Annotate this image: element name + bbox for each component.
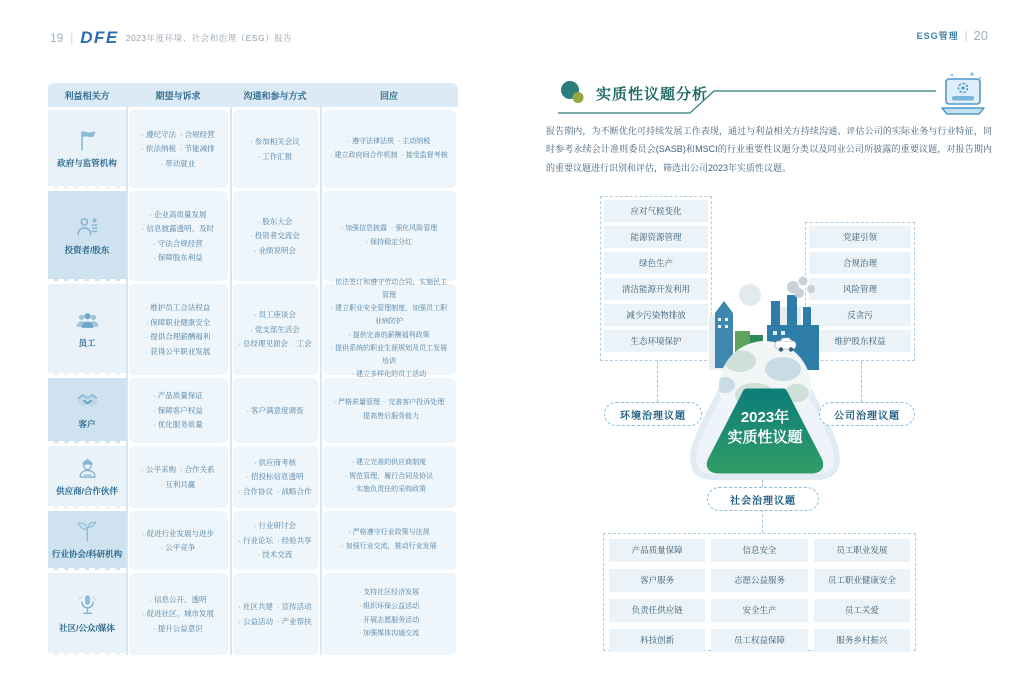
stakeholder-cell	[48, 573, 126, 655]
bullet-item: · 宣传活动	[277, 600, 312, 614]
header-divider-left: |	[70, 32, 74, 44]
flask-label-year: 2023年	[740, 409, 790, 426]
handshake-icon	[75, 389, 100, 414]
bullet-item: · 支持社区经济发展	[359, 587, 419, 600]
bullet-item: · 加强媒体沟通交流	[359, 628, 419, 641]
bullet-item: · 节能减排	[180, 142, 215, 156]
bullet-item: · 提供系统的职业生涯规划及员工发展培训	[328, 343, 451, 368]
issue-item: 维护股东权益	[809, 330, 911, 352]
bullet-item: · 优化服务质量	[153, 418, 203, 432]
flask-label-topic: 实质性议题	[727, 429, 803, 446]
bullet-item: · 接受监督考核	[402, 150, 448, 163]
header-right	[917, 28, 988, 43]
materiality-paragraph: 报告期内，为不断优化可持续发展工作表现，通过与利益相关方持续沟通、评估公司的实际业务与行业特征，同时参考永续会计准则委员会(SASB)和MSCI的行业重要性议题分类以及同业公司所披露的重要议题，对报告期内的重要议题进行识别和评估，筛选出公司2023年实质性议题。	[546, 126, 992, 173]
table-row	[48, 279, 458, 379]
bullet-item: · 依法签订和遵守劳动合同，实施民主管理	[328, 277, 451, 302]
table-row	[48, 378, 458, 443]
table-header-row	[48, 83, 458, 107]
issue-item: 科技创新	[609, 629, 705, 652]
expectations-cell	[129, 511, 228, 570]
stakeholder-cell	[48, 284, 126, 375]
people-icon	[75, 308, 100, 333]
bullet-item: · 提高售后服务能力	[359, 411, 419, 424]
stakeholder-name: 政府与监管机构	[57, 157, 117, 168]
expectations-cell	[129, 284, 228, 375]
table-row	[48, 110, 458, 188]
bullet-item: · 业绩说明会	[254, 244, 296, 258]
section-title: 实质性议题分析	[596, 86, 709, 103]
header-left	[50, 28, 292, 48]
communication-cell	[233, 573, 318, 655]
response-cell	[323, 279, 456, 379]
bullet-item: · 提供完善的薪酬福利政策	[348, 330, 429, 343]
section-label: ESG管理	[916, 31, 959, 41]
bullet-item: · 遵纪守法	[141, 128, 176, 142]
bullet-item: · 保持稳定分红	[366, 237, 412, 250]
bullet-item: · 加强行业交流，推动行业发展	[341, 541, 436, 554]
issue-item: 生态环境保护	[604, 330, 708, 352]
pill-social-issues: 社会治理议题	[707, 487, 819, 511]
title-underline-swoosh	[556, 84, 940, 118]
response-cell	[323, 446, 456, 508]
bullet-item: · 行业研讨会	[254, 519, 296, 533]
communication-cell	[233, 446, 318, 508]
communication-cell	[233, 191, 318, 281]
issue-item: 能源资源管理	[604, 226, 708, 248]
social-issues-group	[603, 533, 916, 651]
table-row	[48, 511, 458, 570]
bullet-item: · 遵守法律法规	[348, 136, 394, 149]
bullet-item: · 信息公开、透明	[149, 593, 206, 607]
bullet-item: · 经验共享	[277, 534, 312, 548]
issue-item: 绿色生产	[604, 252, 708, 274]
bullet-item: · 严格质量管理	[334, 397, 380, 410]
table-row	[48, 446, 458, 508]
bullet-item: · 带动就业	[161, 157, 196, 171]
bullet-item: · 总经理见面会	[238, 337, 288, 351]
issue-item: 员工职业健康安全	[814, 569, 910, 592]
issue-item: 产品质量保障	[609, 539, 705, 562]
bullet-item: · 建立多样化的员工活动	[352, 369, 426, 382]
issue-item: 党建引领	[809, 226, 911, 248]
company-logo: DFE	[80, 28, 119, 47]
issue-item: 安全生产	[711, 599, 807, 622]
issue-item: 合规治理	[809, 252, 911, 274]
bullet-item: · 供应商考核	[254, 456, 296, 470]
issue-item: 风险管理	[809, 278, 911, 300]
issue-item: 负责任供应链	[609, 599, 705, 622]
bullet-item: · 保障客户权益	[153, 404, 203, 418]
bullet-item: · 公平竞争	[161, 541, 196, 555]
worker-icon	[75, 456, 100, 481]
bullet-item: · 合规经营	[180, 128, 215, 142]
bullet-item: · 工作汇报	[258, 150, 293, 164]
bullet-item: · 建立完善的供应商制度	[352, 457, 426, 470]
bullet-item: · 实施负责任的采购政策	[352, 484, 426, 497]
bullet-item: · 股东大会	[258, 215, 293, 229]
issue-item: 员工关爱	[814, 599, 910, 622]
issue-item: 员工权益保障	[711, 629, 807, 652]
bullet-item: · 信息披露透明、及时	[142, 222, 214, 236]
expectations-cell	[129, 573, 228, 655]
investor-icon	[75, 215, 100, 240]
bullet-item: · 强化风险管理	[391, 223, 437, 236]
bullet-item: · 企业高质量发展	[149, 208, 206, 222]
response-cell	[323, 378, 456, 443]
flag-icon	[75, 128, 100, 153]
issue-item: 志愿公益服务	[711, 569, 807, 592]
connector-line	[762, 509, 763, 533]
stakeholder-name: 员工	[78, 338, 96, 349]
issue-item: 反贪污	[809, 304, 911, 326]
bullet-item: · 投资者交流会	[250, 229, 300, 243]
page-number-right: 20	[973, 28, 988, 43]
issue-item: 服务乡村振兴	[814, 629, 910, 652]
response-cell	[323, 511, 456, 570]
column-header-communication: 沟通和参与方式	[243, 90, 307, 101]
bullet-item: · 行业论坛	[238, 534, 273, 548]
materiality-flask-illustration	[655, 265, 875, 485]
stakeholder-name: 供应商/合作伙伴	[56, 485, 118, 496]
bullet-item: · 工会	[292, 337, 312, 351]
bullet-item: · 提升公益意识	[153, 622, 203, 636]
communication-cell	[233, 511, 318, 570]
bullet-item: · 促进社区、城市发展	[142, 607, 214, 621]
bullet-item: · 合作协议	[238, 485, 273, 499]
bullet-item: · 互利共赢	[161, 478, 196, 492]
bullet-item: · 建立政府间合作机制	[330, 150, 397, 163]
column-header-expectations: 期望与诉求	[155, 90, 201, 101]
stakeholder-name: 社区/公众/媒体	[59, 622, 115, 633]
response-cell	[323, 573, 456, 655]
table-body	[48, 110, 458, 655]
bullet-item: · 加强信息披露	[341, 223, 387, 236]
stakeholder-name: 客户	[78, 419, 96, 430]
stakeholder-name: 行业协会/科研机构	[51, 549, 123, 560]
column-header-stakeholder: 利益相关方	[64, 90, 110, 101]
bullet-item: · 参加相关会议	[250, 135, 300, 149]
pill-corporate-issues: 公司治理议题	[819, 402, 915, 426]
response-cell	[323, 191, 456, 281]
bullet-item: · 获得公平职业发展	[146, 345, 211, 359]
document-title: 2023年度环境、社会和治理（ESG）报告	[125, 33, 293, 43]
bullet-item: · 规范管理，履行合同及协议	[345, 471, 433, 484]
communication-cell	[233, 110, 318, 188]
bullet-item: · 开展志愿服务活动	[359, 615, 419, 628]
issue-item: 清洁能源开发利用	[604, 278, 708, 300]
issue-item: 客户服务	[609, 569, 705, 592]
bullet-item: · 保障职业健康安全	[146, 316, 211, 330]
bullet-item: · 合作关系	[180, 463, 215, 477]
bullet-item: · 产业帮扶	[277, 615, 312, 629]
bullet-item: · 建立职业安全管理制度，加强员工职业病防护	[328, 303, 451, 328]
stakeholder-cell	[48, 110, 126, 188]
bullet-item: · 产品质量保证	[153, 389, 203, 403]
page-number-left: 19	[50, 31, 64, 45]
issue-item: 信息安全	[711, 539, 807, 562]
expectations-cell	[129, 110, 228, 188]
stakeholder-cell	[48, 378, 126, 443]
expectations-cell	[129, 191, 228, 281]
stakeholder-cell	[48, 191, 126, 281]
table-row	[48, 573, 458, 655]
communication-cell	[233, 378, 318, 443]
bullet-item: · 党支部生活会	[250, 323, 300, 337]
sprout-icon	[75, 519, 100, 544]
bullet-item: · 守法合规经营	[153, 237, 203, 251]
stakeholder-name: 投资者/股东	[64, 244, 110, 255]
bullet-item: · 社区共建	[238, 600, 273, 614]
laptop-gear-icon	[938, 70, 988, 118]
stakeholder-table	[48, 83, 458, 655]
header-divider-right: |	[964, 29, 968, 42]
communication-cell	[233, 284, 318, 375]
table-row	[48, 191, 458, 281]
bullet-item: · 招投标信息透明	[246, 470, 303, 484]
bullet-item: · 主动纳税	[398, 136, 430, 149]
bullet-item: · 保障股东利益	[153, 251, 203, 265]
issue-item: 应对气候变化	[604, 200, 708, 222]
stakeholder-cell	[48, 511, 126, 570]
mic-icon	[75, 593, 100, 618]
bullet-item: · 公益活动	[238, 615, 273, 629]
bullet-item: · 战略合作	[277, 485, 312, 499]
bullet-item: · 促进行业发展与进步	[142, 527, 214, 541]
issue-item: 减少污染物排放	[604, 304, 708, 326]
column-header-response: 回应	[379, 90, 398, 101]
expectations-cell	[129, 378, 228, 443]
bullet-item: · 严格遵守行业政策与法规	[348, 527, 429, 540]
bullet-item: · 提供合理薪酬福利	[146, 330, 211, 344]
bullet-item: · 组织环保公益活动	[359, 601, 419, 614]
expectations-cell	[129, 446, 228, 508]
bullet-item: · 技术交流	[258, 548, 293, 562]
bullet-item: · 维护员工合法权益	[146, 301, 211, 315]
bullet-item: · 完善客户投诉处理	[384, 397, 444, 410]
pill-environmental-issues: 环境治理议题	[604, 402, 702, 426]
bullet-item: · 员工座谈会	[254, 308, 296, 322]
stakeholder-cell	[48, 446, 126, 508]
issue-item: 员工职业发展	[814, 539, 910, 562]
bullet-item: · 依法纳税	[141, 142, 176, 156]
bullet-item: · 公平采购	[141, 463, 176, 477]
response-cell	[323, 110, 456, 188]
bullet-item: · 客户满意度调查	[246, 404, 303, 418]
